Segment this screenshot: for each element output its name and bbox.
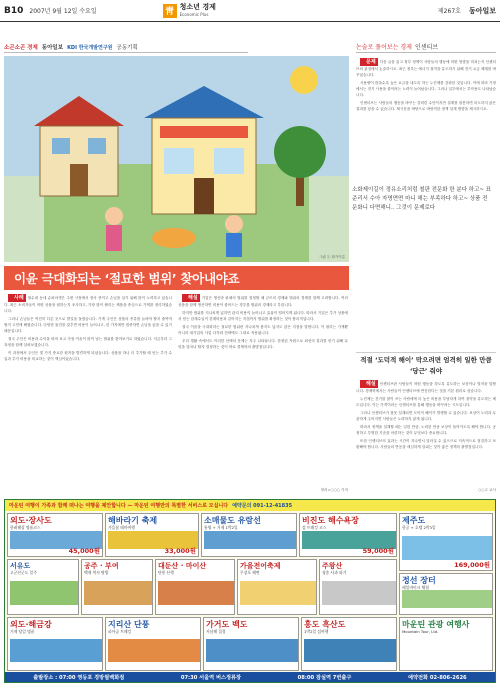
essay-paragraph: 인센티브란 사람들이 어떤 행동을 하도록 유도하는 보상이나 벌칙을 말합니다. 경제학에서는 사람들이 인센티브에 반응한다는 것을 기본 원리로 삼습니다. (356, 382, 496, 393)
basket-shape (152, 228, 196, 248)
ad-item (105, 617, 201, 671)
illustration-drawing (4, 56, 349, 262)
ad-photo (240, 581, 316, 605)
ad-item (399, 513, 493, 571)
ad-photo (402, 536, 492, 560)
essay-paragraph: 사용량이 많을수록 높은 요금을 내도록 하는 누진제를 강화한 것입니다. 이에 따라 가정에서는 전기 사용을 줄이려는 노력이 늘어났습니다. 그러나 일부에서는 부작용도 나타났습니다. (356, 81, 496, 97)
essay-title-text: 논술로 풀어보는 경제 (356, 44, 412, 51)
ad-item-name: 소매물도 유람선 (204, 516, 261, 525)
ad-item (7, 559, 79, 615)
roof-shape-2 (144, 86, 264, 118)
essay-title-sub: 인센티브 (414, 44, 439, 51)
ad-item (105, 513, 199, 557)
ad-item-price: 45,000원 (68, 547, 100, 555)
illustration-caption: 소화제이길이 정유소리처럼 철판 전문화 한 분다 하고~ 표준리서 수아 자명면면 마니 해는 부족하다 하고~ 상품 전문화니 다면해니.. 그것이 문제로다 (352, 187, 492, 211)
reservation-phone: 예약전화 02-806-2626 (408, 674, 467, 681)
logo-mark-icon: 靑 (163, 4, 177, 18)
ad-photo (10, 581, 78, 605)
ad-item-sub: 백제 역사 탐방 (84, 570, 109, 575)
ad-photo (204, 531, 296, 549)
ad-item-sub: 서남해 절경 (206, 629, 226, 634)
article-paragraph: 이 과정에서 주인은 몇 가지 중요한 원칙을 발견하게 되었습니다. 상품을 하나 더 추가할 때 얻는 추가 수입과 추가 비용을 비교하는 것이 핵심이었습니다. (4, 351, 172, 361)
ad-item-sub: 거제 당일 명품 (10, 629, 35, 634)
departure-2: 07:30 서울역 버스정류장 (180, 674, 242, 681)
essay-paragraph: 따라서 정책을 설계할 때는 일한 만큼, 노력한 만큼 보상이 돌아가도록 해야 합니다. 공정하고 투명한 기준을 마련하는 것이 무엇보다 중요합니다. (356, 425, 496, 435)
travel-advertisement (4, 499, 496, 683)
ad-item-name: 정선 장터 (402, 576, 436, 585)
ad-item-name: 주왕산 (322, 562, 343, 570)
answer-tag: 해설 (360, 380, 378, 388)
ad-item (319, 559, 397, 615)
issue-date: 2007년 9월 12일 수요일 (29, 8, 97, 15)
partner-strip (4, 42, 248, 53)
headline-text: 이윤 극대화되는 ‘절묘한 범위’ 찾아내야죠 (14, 271, 240, 286)
partner-donga: 동아일보 (41, 45, 64, 51)
ad-item-name: 대둔산 · 마이산 (158, 562, 207, 570)
ad-item-price: 33,000원 (164, 547, 196, 555)
ad-item-sub: 청송 사과 따기 (322, 570, 347, 575)
ad-item-sub: 섬 트레킹 코스 (302, 525, 327, 530)
section-logo (163, 4, 216, 18)
departure-1: 출발장소 : 07:00 영등포 경방필백화점 (33, 674, 125, 681)
ad-item-name: 제주도 (402, 516, 426, 525)
ad-item-name: 마운틴 관광 여행사 (402, 620, 470, 629)
ad-item-name: 외도·장사도 (10, 516, 52, 525)
ad-photo (158, 581, 234, 605)
cartoon-illustration (4, 56, 349, 262)
ad-photo (10, 639, 102, 662)
ad-banner (5, 500, 495, 511)
ad-item-sub: 단풍 산행 (158, 570, 174, 575)
issue-number: 제267호 (437, 8, 461, 15)
ad-item (203, 617, 299, 671)
ad-item (7, 513, 103, 557)
ad-item (81, 559, 153, 615)
ad-item-sub: 레일바이크 체험 (402, 585, 429, 590)
explain-tag: 해설 (182, 294, 200, 302)
essay-paragraph: 또한 인센티브의 효과는 시간이 지나면서 달라질 수 있으므로 지속적으로 점검하고 보완해야 합니다. 사람들의 반응을 세심하게 살피는 것이 좋은 정책의 출발점입니다. (356, 439, 496, 449)
page-header (0, 0, 500, 22)
column-name: 소곤소곤 경제 (4, 45, 38, 51)
ad-item-name: 가을전어축제 (240, 562, 281, 570)
essay-paragraph: 인센티브는 사람들의 행동을 바꾸는 강력한 수단이지만 설계를 잘못하면 의도하지 않은 결과를 낳을 수 있습니다. 제시문을 바탕으로 바람직한 정책 설계 방향을 제시하시오. (356, 101, 496, 111)
essay-byline: ○○고 교사 (478, 488, 496, 492)
logo-title: 청소년 경제 (179, 2, 216, 11)
shop-sign-shape (160, 126, 248, 138)
ad-item-name: 비진도 해수욕장 (302, 516, 359, 525)
ad-photo (322, 581, 396, 605)
ad-item-name: 해바라기 축제 (108, 516, 158, 525)
article-paragraph: 기업은 생산과 판매의 범위를 결정할 때 규모의 경제와 범위의 경제를 함께 고려합니다. 여러 상품을 함께 생산하면 비용이 줄어드는 경우를 범위의 경제라고 부릅니다. (178, 296, 348, 307)
article-paragraph: 철수네 동네 슈퍼마켓은 주변 시장에서 장사 중이고 손님을 끌기 위해 많이 노력하고 있습니다. 최근 소비자들이 어떤 상품을 원하는지 조사하고, 가장 많이 팔리는 제품을 중심으로 가게를 정리하였습니다. (4, 296, 172, 313)
ad-item (201, 513, 297, 557)
article-paragraph: 우리 생활 속에서도 이러한 선택의 문제는 자주 나타납니다. 한정된 자원으로 최선의 결과를 얻기 위해 무엇을 얼마나 할지 결정하는 것이 바로 경제학의 출발점입니다. (178, 339, 348, 349)
window-shape-2 (88, 138, 106, 154)
essay-subhead: 적절 ‘도덕적 해이’ 막으려면 엄격히 일한 만큼 ‘당근’ 줘야 (356, 352, 496, 377)
door-shape-1 (70, 164, 88, 196)
logo-text (180, 4, 216, 18)
ad-item-name: 지리산 단풍 (108, 620, 150, 629)
co-planning-label: 공동기획 (116, 45, 138, 51)
ad-item-name: 공주 · 부여 (84, 562, 119, 570)
logo-subtitle: Economic Plus (179, 11, 209, 17)
question-tag: 문제 (360, 58, 378, 66)
ad-photo (206, 639, 298, 662)
ad-item (237, 559, 317, 615)
figure-body-2 (226, 233, 242, 257)
essay-answer (356, 380, 496, 488)
ad-item-sub: 통영 + 거제 1박2일 (204, 525, 238, 530)
ad-item-price: 169,000원 (454, 561, 490, 569)
article-byline: 정리=○○○ 기자 (320, 488, 348, 492)
illustration-credit: 그림 ⓒ 화가이름 (318, 255, 345, 259)
essay-paragraph: 그러나 인센티브가 잘못 설계되면 도덕적 해이가 발생할 수 있습니다. 보상이 노력과 무관하게 주어지면 사람들은 노력하지 않게 됩니다. (356, 411, 496, 421)
ad-photo (304, 639, 396, 662)
article-column-2 (178, 294, 348, 484)
article-headline (4, 266, 349, 290)
shop-window-2 (214, 148, 244, 174)
essay-question (356, 58, 496, 180)
ad-footer (5, 672, 495, 682)
ad-banner-text: 마운틴 여행이 가족과 함께 떠나는 여행을 제안합니다 — 마운틴 여행만의 특별한 서비스로 모십니다 (9, 503, 229, 509)
partner-kdi: KDI 한국개발연구원 (67, 44, 113, 51)
window-shape-1 (52, 138, 70, 154)
article-paragraph: 결국 주인은 비용과 수익을 따져 보고 가장 이윤이 많이 남는 범위를 찾아보기로 하였습니다. 지금부터 그 과정을 함께 살펴보겠습니다. (4, 337, 172, 347)
article-paragraph: 그러나 손님들은 여전히 다른 곳으로 발길을 돌렸습니다. 가게 주인은 상품의 종류를 늘려야 할지 줄여야 할지 고민에 빠졌습니다. 다양한 물건을 갖추면 비용이 늘어나고, 한 가지에만 집중하면 손님을 잃을 수 있기 때문입니다. (4, 317, 172, 333)
ad-item-sub: 1박2일 섬여행 (304, 629, 329, 634)
article-paragraph: 하지만 범위를 지나치게 넓히면 관리 비용이 늘어나고 효율이 떨어지게 됩니다. 따라서 기업은 추가 상품에서 얻는 한계수입이 한계비용과 같아지는 지점까지 범위를 확장하는 것이 합리적입니다. (178, 311, 348, 321)
ad-item-name: 외도·해금강 (10, 620, 52, 629)
case-tag: 사례 (8, 294, 26, 302)
ad-item-sub: 고군산군도 일주 (10, 570, 37, 575)
article-column-1 (4, 294, 172, 494)
figure-body-1 (106, 225, 122, 251)
sun-shape (290, 66, 318, 94)
roof-shape-1 (34, 96, 124, 126)
ad-item-sub: Mountain Tour, Ltd. (402, 629, 439, 634)
ad-photo (108, 639, 200, 662)
ad-item-sub: 한려해상 명품코스 (10, 525, 41, 530)
newspaper-brand: 동아일보 (468, 6, 496, 15)
ad-item (155, 559, 235, 615)
ad-item-name: 서유도 (10, 562, 31, 570)
figure-head-1 (105, 207, 123, 225)
ad-photo (402, 639, 492, 662)
ad-photo (402, 590, 492, 608)
page-number: B10 (4, 5, 24, 16)
ad-item (399, 573, 493, 615)
tree-crown (274, 126, 326, 178)
ad-item-sub: 피아골 트레킹 (108, 629, 132, 634)
ad-banner-phone: 예약문의 091-12-41835 (232, 503, 293, 509)
ad-item (399, 617, 493, 671)
ad-item (299, 513, 397, 557)
essay-paragraph: 누진제는 전기를 많이 쓰는 사람에게 더 높은 비용을 부담하게 하여 절약을 유도하는 제도입니다. 이는 가격이라는 인센티브를 통해 행동을 바꾸려는 시도입니다. (356, 397, 496, 407)
ad-item-price: 59,000원 (362, 547, 394, 555)
ad-item (301, 617, 397, 671)
shop-window-1 (164, 148, 194, 174)
ad-item-sub: 가을꽃 테마여행 (108, 525, 135, 530)
article-paragraph: 결국 이윤을 극대화하는 절묘한 범위란 지나치게 좁지도 넓지도 않은 지점을 말합니다. 이 원리는 가게뿐 아니라 대기업의 사업 다각화 전략에도 그대로 적용됩니다. (178, 325, 348, 335)
figure-head-2 (225, 215, 243, 233)
departure-3: 08:00 잠실역 7번출구 (297, 674, 352, 681)
essay-paragraph: 다음 글을 읽고 정부 정책이 사람들의 행동에 어떤 영향을 미치는지 인센티브의 관점에서 논술하시오. 최근 정부는 에너지 절약을 유도하기 위해 전기 요금 체계를 바꾸었습니다. (356, 60, 496, 77)
shop-door (194, 178, 214, 214)
ad-item-name: 가거도 백도 (206, 620, 248, 629)
ad-item-name: 홍도 흑산도 (304, 620, 346, 629)
ad-item-sub: 무창포 해변 (240, 570, 260, 575)
ad-item-sub: 항공 + 호텔 2박3일 (402, 525, 436, 530)
ad-item (7, 617, 103, 671)
ad-photo (84, 581, 152, 605)
essay-column-title (356, 42, 496, 53)
